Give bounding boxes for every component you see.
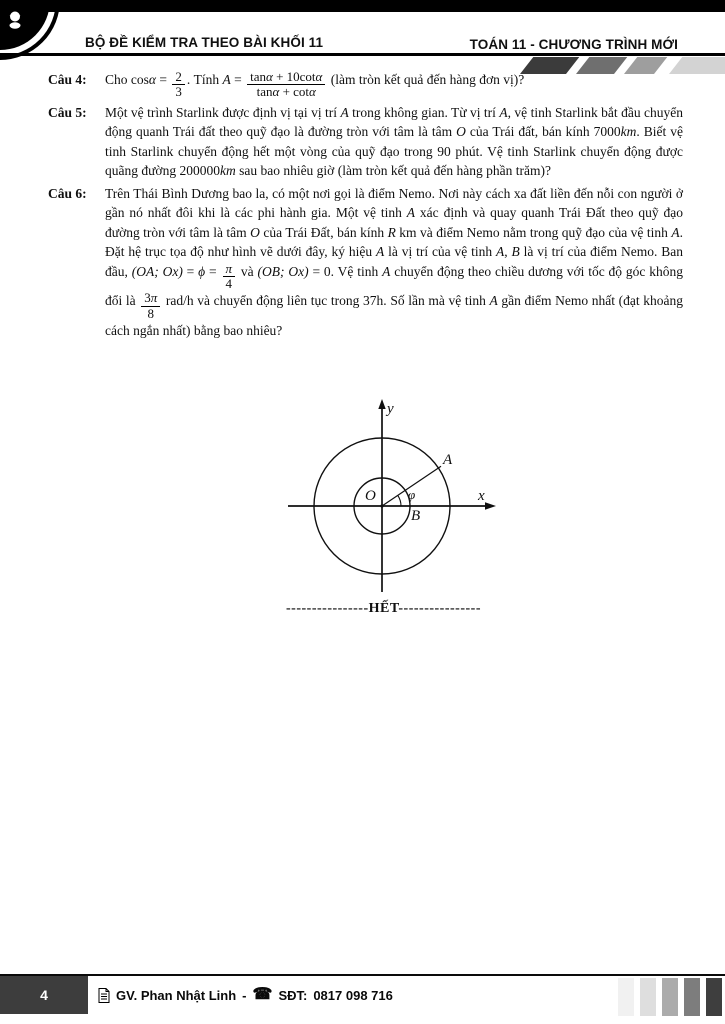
math-variable: O: [456, 124, 466, 140]
math-variable: π: [150, 290, 158, 306]
math-variable: π: [225, 260, 233, 276]
math-variable: A: [222, 72, 231, 87]
math-fraction: $\frac{\tan\alpha + 10\cot\alpha}{\tan\alpha + \cot\alpha}$: [247, 70, 325, 100]
question-text: Trên Thái Bình Dương bao la, có một nơi gọi là điểm Nemo. Nơi này cách xa đất liền đến nỗi con người ở gần nó nhất đôi khi là các phi hành gia. Một vệ tinh A xác định và quay quanh Trái Đất theo quỹ đạo đường tròn với tâm là tâm O của Trái Đất, bán kính R km và điểm Nemo nằm trong quỹ đạo của vệ tinh A. Đặt hệ trục tọa độ như hình vẽ dưới đây, ký hiệu A là vị trí của vệ tinh A, B là vị trí của điểm Nemo. Ban đầu, (OA; Ox) = ϕ = $\frac{\pi}{4}$ và (OB; Ox) = 0. Vệ tinh A chuyển động theo chiều dương với tốc độ góc không đổi là $\frac{3\pi}{8}$ rad/h và chuyển động liên tục trong 37h. Số lần mà vệ tinh A gần điểm Nemo nhất (đạt khoảng cách ngắn nhất) bằng bao nhiêu?: [105, 185, 683, 338]
phone-number: 0817 098 716: [313, 987, 393, 1003]
math-variable: B: [511, 244, 520, 260]
phone-icon: ☎: [252, 986, 273, 1003]
math-variable: ϕ: [198, 263, 206, 279]
footer-bar: [640, 978, 656, 1016]
footer-bar: [706, 978, 722, 1016]
question-label: Câu 5:: [48, 104, 87, 120]
document-icon: [98, 988, 110, 1003]
question-text: Một vệ trình Starlink được định vị tại vị trí A trong không gian. Từ vị trí A, vệ tinh Starlink bắt đầu chuyển động quanh Trái đất theo quỹ đạo là đường tròn với tâm là tâm O của Trái đất, bán kính 7000km. Biết vệ tinh Starlink chuyển động hết một vòng của quỹ đạo trong 90 phút. Vệ tinh Starlink chuyển động được quãng đường 200000km sau bao nhiêu giờ (làm tròn kết quả đến hàng phần trăm)?: [105, 104, 683, 179]
figure-label-angle: φ: [407, 487, 415, 502]
math-variable: (OB; Ox): [257, 263, 309, 279]
footer-bar: [684, 978, 700, 1016]
math-variable: A: [671, 224, 680, 240]
math-fraction: $\frac{\pi}{4}$: [223, 262, 236, 292]
phone-label: SĐT:: [278, 987, 308, 1003]
math-fraction: $\frac{3\pi}{8}$: [141, 291, 160, 321]
end-marker: ----------------HẾT----------------: [286, 601, 481, 616]
figure-label-x: x: [477, 488, 485, 504]
math-variable: α: [148, 72, 156, 87]
question: [48, 70, 683, 100]
math-variable: α: [315, 69, 323, 85]
math-variable: A: [496, 244, 505, 260]
math-variable: A: [499, 104, 508, 120]
math-variable: A: [382, 263, 391, 279]
footer-bar: [618, 978, 634, 1016]
math-variable: α: [272, 84, 280, 100]
header-left-title: BỘ ĐỀ KIỂM TRA THEO BÀI KHỐI 11: [85, 35, 324, 50]
questions-area: [48, 70, 683, 343]
math-variable: O: [250, 224, 260, 240]
math-variable: km: [620, 124, 637, 140]
math-variable: A: [340, 104, 349, 120]
top-black-bar: [0, 0, 725, 12]
orbit-figure: [267, 396, 497, 596]
question-text: Cho cosα = $\frac{2}{3}$ . Tính A = $\frac{\tan\alpha + 10\cot\alpha}{\tan\alpha + \cot\alpha}$ (làm tròn kết quả đến hàng đơn vị)?: [105, 69, 525, 100]
header-right-title: TOÁN 11 - CHƯƠNG TRÌNH MỚI: [469, 37, 678, 52]
page-number: 4: [40, 987, 48, 1003]
math-variable: A: [489, 293, 498, 309]
footer-separator: -: [242, 987, 247, 1003]
question-label: Câu 6:: [48, 185, 87, 201]
question: [48, 103, 683, 181]
header-divider: [0, 53, 725, 56]
footer-bars: [618, 978, 722, 1016]
math-variable: α: [309, 84, 316, 100]
footer-info: [98, 976, 393, 1014]
teacher-name: GV. Phan Nhật Linh: [116, 987, 237, 1003]
math-variable: (OA; Ox): [131, 263, 183, 279]
math-variable: α: [265, 69, 273, 85]
figure-label-point-b: B: [410, 508, 420, 524]
footer-bar: [662, 978, 678, 1016]
math-variable: A: [375, 244, 385, 260]
math-variable: A: [406, 205, 416, 221]
figure-area: [0, 396, 725, 617]
question: [48, 184, 683, 341]
figure-label-y: y: [386, 401, 394, 417]
question-label: Câu 4:: [48, 72, 87, 87]
figure-label-origin: O: [364, 488, 376, 504]
page-number-badge: [0, 976, 88, 1014]
math-variable: km: [219, 163, 236, 179]
math-fraction: $\frac{2}{3}$: [172, 70, 185, 100]
math-variable: R: [387, 224, 396, 240]
figure-label-point-a: A: [442, 452, 452, 468]
